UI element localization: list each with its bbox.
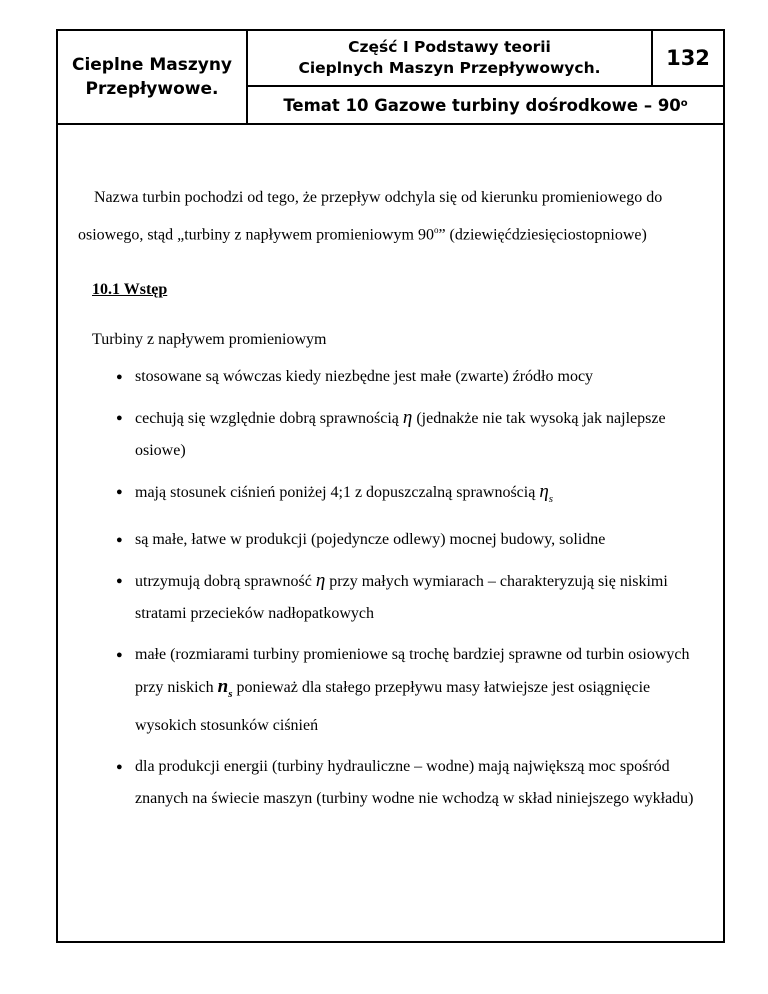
- bullet-text-cont: ponieważ dla stałego przepływu masy łatwiejsze jest osiągnięcie wysokich stosunków ciśnień: [135, 679, 651, 734]
- bullet-text: mają stosunek ciśnień poniżej 4;1 z dopuszczalną sprawnością: [135, 484, 540, 502]
- bullet-text: stosowane są wówczas kiedy niezbędne jest małe (zwarte) źródło mocy: [135, 368, 594, 386]
- eta-subscript: s: [548, 493, 554, 506]
- section-heading: 10.1 Wstęp: [92, 281, 168, 299]
- intro-paragraph: [78, 181, 708, 251]
- intro-degree: o: [433, 225, 439, 235]
- list-item: [78, 565, 708, 630]
- part-title-line2: Cieplnych Maszyn Przepływowych.: [298, 59, 601, 77]
- bullet-text: dla produkcji energii (turbiny hydrauliczne – wodne) mają największą moc spośród znanych na świecie maszyn (turbiny wodne nie wchodzą w skład niniejszego wykładu): [135, 757, 694, 807]
- n-subscript: s: [228, 687, 233, 700]
- intro-quote: ”: [438, 226, 446, 244]
- eta-symbol: η: [402, 407, 413, 429]
- bullet-list: [78, 361, 708, 815]
- list-item: [78, 524, 708, 556]
- topic-title: [248, 87, 723, 125]
- eta-s-symbol: [539, 481, 554, 506]
- course-title-line1: Cieplne Maszyny: [71, 55, 233, 75]
- bullet-text: małe (rozmiarami turbiny promieniowe są trochę bardziej sprawne od turbin osiowych przy niskich: [135, 646, 690, 697]
- bullet-text: cechują się względnie dobrą sprawnością: [135, 410, 403, 428]
- eta-glyph: η: [539, 481, 549, 503]
- bullet-icon: ●: [116, 534, 123, 547]
- ns-symbol: [217, 676, 233, 700]
- bullet-icon: ●: [116, 486, 123, 499]
- eta-symbol: η: [315, 570, 326, 592]
- topic-text: Temat 10 Gazowe turbiny dośrodkowe – 90: [283, 95, 681, 115]
- bullet-text: utrzymują dobrą sprawność: [135, 573, 316, 591]
- page-number: 132: [651, 31, 723, 87]
- topic-degree: o: [680, 97, 688, 109]
- list-item: [78, 639, 708, 742]
- page-content: [78, 181, 708, 824]
- list-item: [78, 751, 708, 815]
- list-item: [78, 402, 708, 467]
- page-frame: [56, 29, 725, 943]
- course-title: [58, 31, 248, 125]
- course-title-line2: Przepływowe.: [85, 79, 219, 99]
- intro-tail: (dziewięćdziesięciostopniowe): [445, 226, 647, 244]
- bullet-icon: ●: [116, 575, 123, 588]
- bullet-icon: ●: [116, 760, 123, 773]
- n-glyph: n: [217, 676, 229, 698]
- list-item: [78, 361, 708, 393]
- part-title: [248, 31, 651, 87]
- bullet-text: są małe, łatwe w produkcji (pojedyncze odlewy) mocnej budowy, solidne: [135, 531, 606, 549]
- part-title-line1: Część I Podstawy teorii: [348, 38, 551, 56]
- bullet-icon: ●: [116, 412, 123, 425]
- bullet-icon: ●: [116, 649, 123, 662]
- section-lead: Turbiny z napływem promieniowym: [92, 331, 327, 349]
- list-item: [78, 476, 708, 515]
- bullet-icon: ●: [116, 371, 123, 384]
- bullet-text-cont: przy małych wymiarach – charakteryzują się niskimi stratami przecieków nadłopatkowych: [135, 573, 668, 623]
- bullet-text-cont: (jednakże nie tak wysoką jak najlepsze osiowe): [135, 410, 666, 460]
- intro-text: Nazwa turbin pochodzi od tego, że przepływ odchyla się od kierunku promieniowego do osiowego, stąd „turbiny z napływem promieniowym 90: [78, 189, 663, 244]
